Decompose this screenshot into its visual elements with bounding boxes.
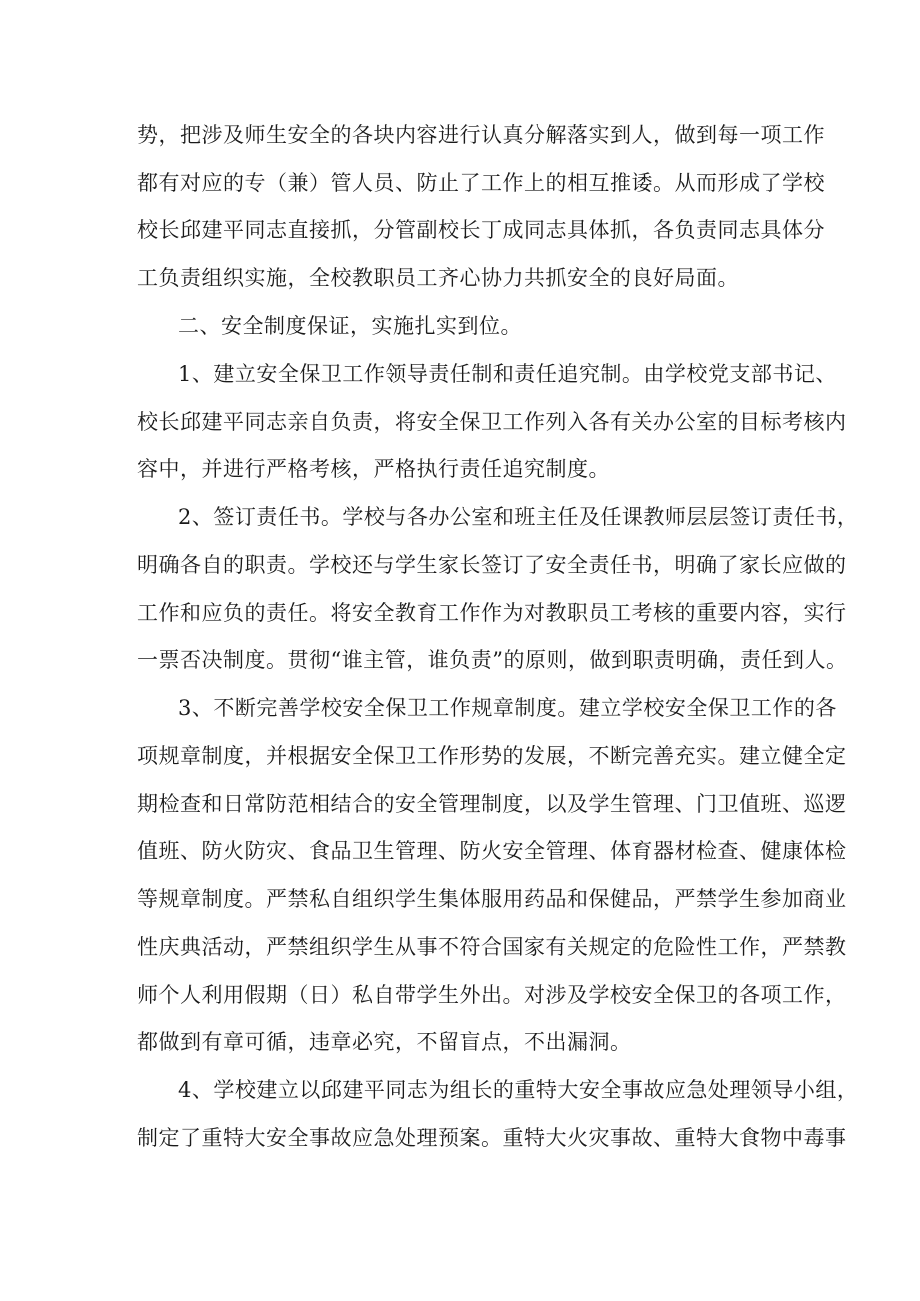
text-line: 工负责组织实施，全校教职员工齐心协力共抓安全的良好局面。	[137, 266, 739, 290]
text-line: 期检查和日常防范相结合的安全管理制度，以及学生管理、门卫值班、巡逻	[137, 792, 847, 816]
text-line: 值班、防火防灾、食品卫生管理、防火安全管理、体育器材检查、健康体检	[137, 839, 847, 863]
text-line: 3、不断完善学校安全保卫工作规章制度。建立学校安全保卫工作的各	[178, 696, 837, 720]
section-heading: 二、安全制度保证，实施扎实到位。	[178, 314, 522, 338]
text-line: 校长邱建平同志直接抓，分管副校长丁成同志具体抓，各负责同志具体分	[137, 218, 825, 242]
text-line: 校长邱建平同志亲自负责，将安全保卫工作列入各有关办公室的目标考核内	[137, 410, 847, 434]
text-line: 1、建立安全保卫工作领导责任制和责任追究制。由学校党支部书记、	[178, 362, 837, 386]
text-line: 制定了重特大安全事故应急处理预案。重特大火灾事故、重特大食物中毒事	[137, 1126, 847, 1150]
text-line: 等规章制度。严禁私自组织学生集体服用药品和保健品，严禁学生参加商业	[137, 887, 847, 911]
text-line: 都做到有章可循，违章必究，不留盲点，不出漏洞。	[137, 1030, 632, 1054]
text-line: 性庆典活动，严禁组织学生从事不符合国家有关规定的危险性工作，严禁教	[137, 935, 847, 959]
text-line: 4、学校建立以邱建平同志为组长的重特大安全事故应急处理领导小组，	[178, 1078, 859, 1102]
text-line: 都有对应的专（兼）管人员、防止了工作上的相互推诿。从而形成了学校	[137, 171, 825, 195]
text-line: 项规章制度，并根据安全保卫工作形势的发展，不断完善充实。建立健全定	[137, 744, 847, 768]
text-line: 师个人利用假期（日）私自带学生外出。对涉及学校安全保卫的各项工作，	[137, 983, 847, 1007]
text-line: 一票否决制度。贯彻“谁主管，谁负责”的原则，做到职责明确，责任到人。	[137, 648, 848, 672]
text-line: 工作和应负的责任。将安全教育工作作为对教职员工考核的重要内容，实行	[137, 601, 847, 625]
text-line: 容中，并进行严格考核，严格执行责任追究制度。	[137, 457, 610, 481]
text-line: 2、签订责任书。学校与各办公室和班主任及任课教师层层签订责任书，	[178, 505, 859, 529]
text-line: 势，把涉及师生安全的各块内容进行认真分解落实到人，做到每一项工作	[137, 123, 825, 147]
text-line: 明确各自的职责。学校还与学生家长签订了安全责任书，明确了家长应做的	[137, 553, 847, 577]
